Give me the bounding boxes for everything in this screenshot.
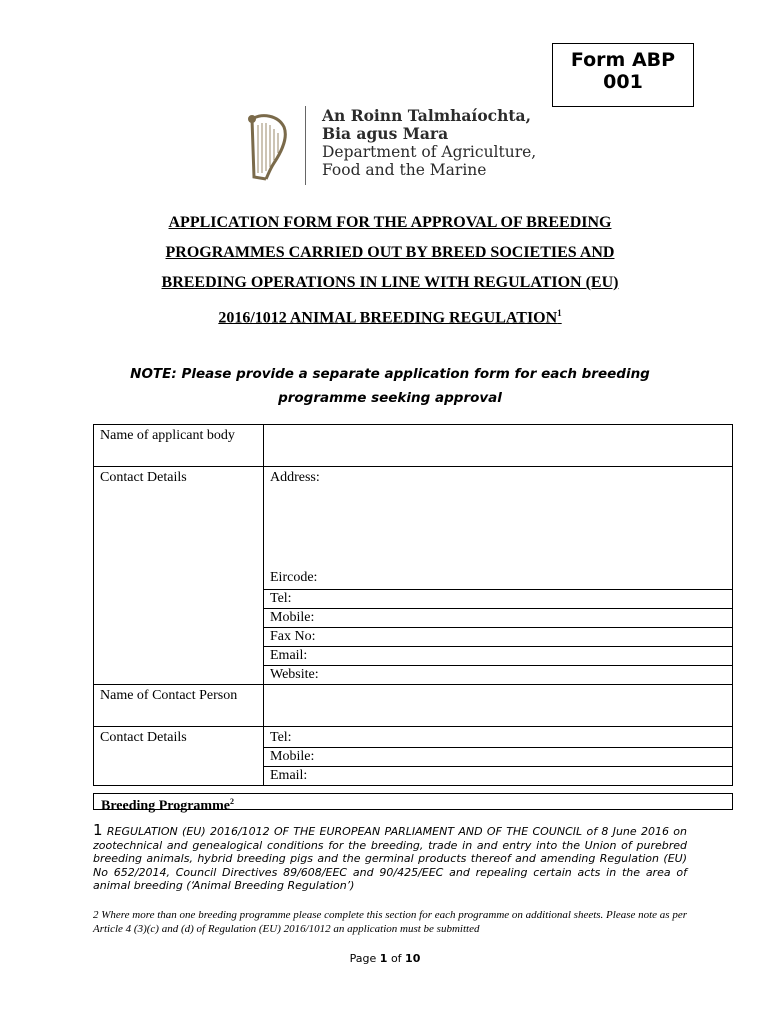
form-id-box [552, 43, 694, 107]
title-footnote-ref: 1 [557, 308, 562, 318]
title-line1: APPLICATION FORM FOR THE APPROVAL OF BREEDING [168, 214, 612, 231]
department-english-line1: Department of Agriculture, [322, 143, 537, 161]
address-field[interactable] [264, 467, 733, 590]
tel-field[interactable] [264, 590, 733, 609]
applicant-body-field[interactable] [264, 425, 733, 467]
contact-details-label: Contact Details [94, 467, 264, 685]
table-row [94, 467, 733, 590]
mobile2-field[interactable] [264, 748, 733, 767]
title-line3: BREEDING OPERATIONS IN LINE WITH REGULATION (EU) [161, 274, 619, 291]
contact-person-label: Name of Contact Person [94, 685, 264, 727]
table-row [94, 425, 733, 467]
page-footer [0, 952, 770, 965]
page-total: 10 [405, 952, 421, 965]
tel-label: Tel: [270, 591, 292, 606]
applicant-table [93, 424, 733, 786]
email-field[interactable] [264, 647, 733, 666]
logo-divider [305, 106, 306, 185]
title-line2: PROGRAMMES CARRIED OUT BY BREED SOCIETIES AND [165, 244, 615, 261]
tel2-label: Tel: [270, 730, 292, 745]
table-row [94, 727, 733, 748]
page-number: 1 [379, 952, 388, 965]
email2-field[interactable] [264, 767, 733, 786]
contact-details-2-label: Contact Details [94, 727, 264, 786]
fax-field[interactable] [264, 628, 733, 647]
mobile-label: Mobile: [270, 610, 315, 625]
breeding-programme-footnote-ref: 2 [229, 797, 234, 806]
email2-label: Email: [270, 768, 308, 783]
footnote-1-text: REGULATION (EU) 2016/1012 OF THE EUROPEAN PARLIAMENT AND OF THE COUNCIL of 8 June 2016 on zootechnical and genealogical conditions for the breeding, trade in and entry into the Union of purebred breeding animals, hybrid breeding pigs and the germinal products thereof and amending Regulation (EU) No 652/2014, Council Directives 89/608/EEC and 90/425/EEC and repealing certain acts in the area of animal breeding (‘Animal Breeding Regulation’) [93, 825, 687, 892]
tel2-field[interactable] [264, 727, 733, 748]
contact-person-field[interactable] [264, 685, 733, 727]
website-label: Website: [270, 667, 319, 682]
footnote-1 [93, 821, 687, 893]
footnote-2-text: 2 Where more than one breeding programme please complete this section for each programme on additional sheets. Please note as per Article 4 (3)(c) and (d) of Regulation (EU) 2016/1012 an application must be submitted [93, 909, 687, 935]
breeding-programme-header [93, 793, 733, 814]
page-word: Page [349, 952, 377, 965]
note-line1: NOTE: Please provide a separate application form for each breeding [130, 366, 650, 382]
mobile2-label: Mobile: [270, 749, 315, 764]
department-irish-line1: An Roinn Talmhaíochta, [322, 106, 531, 125]
department-logo-text [322, 107, 536, 179]
footnote-2 [93, 908, 687, 936]
page-title [100, 208, 680, 333]
title-line4: 2016/1012 ANIMAL BREEDING REGULATION [218, 309, 558, 327]
department-irish-line2: Bia agus Mara [322, 124, 449, 143]
note [100, 362, 680, 410]
address-label: Address: [270, 470, 320, 485]
harp-icon [244, 111, 290, 181]
website-field[interactable] [264, 666, 733, 685]
form-id: Form ABP 001 [570, 49, 676, 93]
table-row [94, 685, 733, 727]
of-word: of [390, 952, 402, 965]
mobile-field[interactable] [264, 609, 733, 628]
breeding-programme-label: Breeding Programme [101, 798, 230, 814]
email-label: Email: [270, 648, 308, 663]
department-english-line2: Food and the Marine [322, 161, 487, 179]
applicant-body-label: Name of applicant body [94, 425, 264, 467]
note-line2: programme seeking approval [278, 390, 502, 406]
eircode-label: Eircode: [270, 570, 318, 585]
footnote-1-number: 1 [93, 821, 103, 839]
fax-label: Fax No: [270, 629, 316, 644]
